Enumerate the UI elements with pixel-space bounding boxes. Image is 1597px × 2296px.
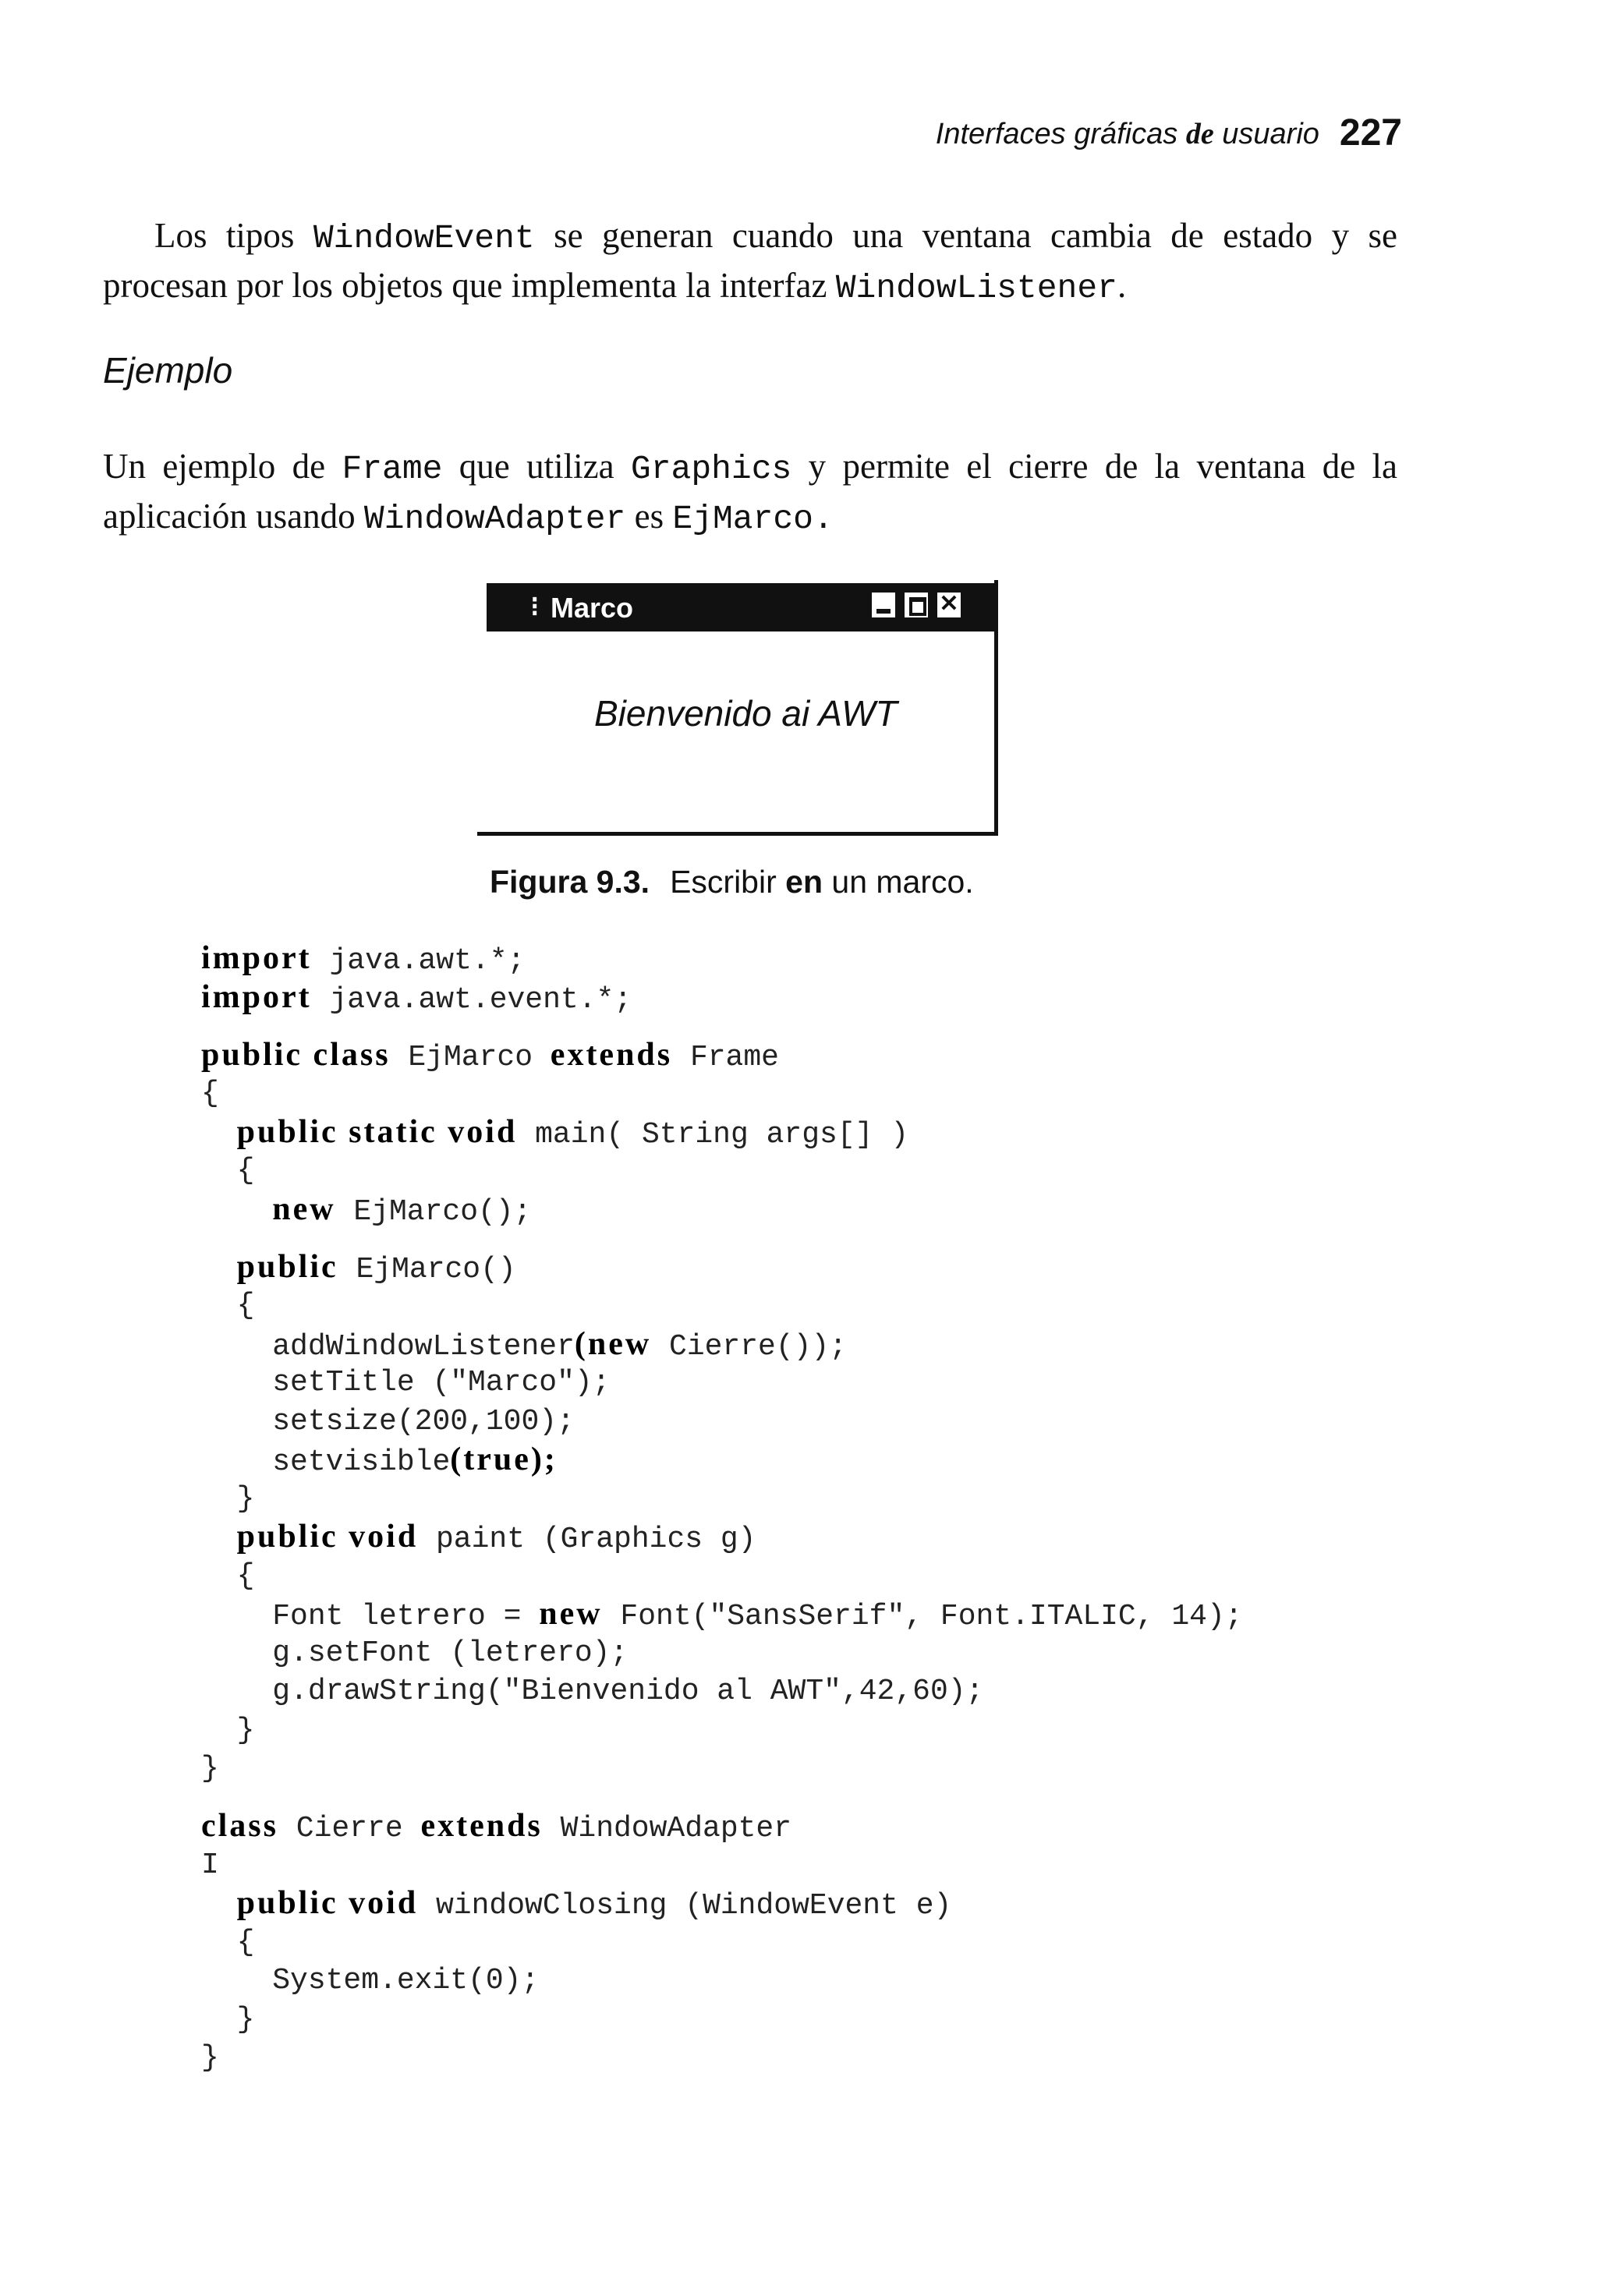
code-line: public void windowClosing (WindowEvent e)	[236, 1885, 952, 1923]
code-line: {	[236, 1289, 255, 1322]
paragraph-window-event: Los tipos WindowEvent se generan cuando una ventana cambia de estado y se procesan por los objetos que implementa la interfaz WindowListener.	[103, 216, 1397, 307]
code-line: import java.awt.event.*;	[201, 978, 632, 1017]
code-line: g.setFont (letrero);	[272, 1636, 629, 1670]
section-subheading: Ejemplo	[103, 350, 233, 391]
minimize-icon	[869, 589, 898, 621]
code-line: g.drawString("Bienvenido al AWT",42,60);	[272, 1675, 984, 1708]
code-line: }	[236, 1713, 255, 1747]
code-line: setvisible(true);	[272, 1442, 558, 1479]
maximize-icon	[901, 589, 931, 621]
paragraph-example: Un ejemplo de Frame que utiliza Graphics y permite el cierre de la ventana de la aplicación usando WindowAdapter es EjMarco.	[103, 447, 1397, 538]
code-line: class Cierre extends WindowAdapter	[201, 1808, 792, 1845]
code-line: }	[236, 2002, 255, 2036]
window-title: Marco	[551, 592, 634, 624]
code-line: public class EjMarco extends Frame	[201, 1036, 779, 1074]
code-listing	[201, 939, 1386, 2078]
code-line: System.exit(0);	[272, 1964, 540, 1997]
code-line: addWindowListener(new Cierre());	[272, 1325, 848, 1364]
running-header	[700, 114, 1402, 154]
code-line: new EjMarco();	[272, 1190, 532, 1229]
code-line: }	[201, 1752, 219, 1785]
code-line: import java.awt.*;	[201, 940, 526, 978]
window-menu-icon: ⁝	[530, 590, 540, 622]
code-line: setsize(200,100);	[272, 1404, 575, 1438]
window-titlebar	[487, 583, 995, 631]
code-line: }	[236, 1481, 255, 1516]
code-line: public static void main( String args[] )	[236, 1113, 909, 1152]
page-number: 227	[1339, 112, 1402, 154]
figure-caption: Figura 9.3. Escribir en un marco.	[490, 864, 974, 900]
close-icon: ✕	[934, 589, 964, 621]
figure-window-screenshot	[477, 580, 998, 836]
code-line: }	[201, 2041, 219, 2075]
code-line: {	[236, 1154, 255, 1187]
code-line: public EjMarco()	[236, 1248, 516, 1286]
code-line: Font letrero = new Font("SansSerif", Font.ITALIC, 14);	[272, 1596, 1243, 1633]
code-line: public void paint (Graphics g)	[236, 1519, 756, 1556]
code-line: {	[201, 1077, 219, 1110]
running-title: Interfaces gráficas de usuario	[935, 118, 1319, 150]
code-line: setTitle ("Marco");	[272, 1366, 611, 1399]
code-line: I	[201, 1848, 219, 1882]
code-line: {	[236, 1558, 255, 1593]
window-content-text: Bienvenido ai AWT	[594, 693, 898, 734]
code-line: {	[236, 1925, 255, 1959]
